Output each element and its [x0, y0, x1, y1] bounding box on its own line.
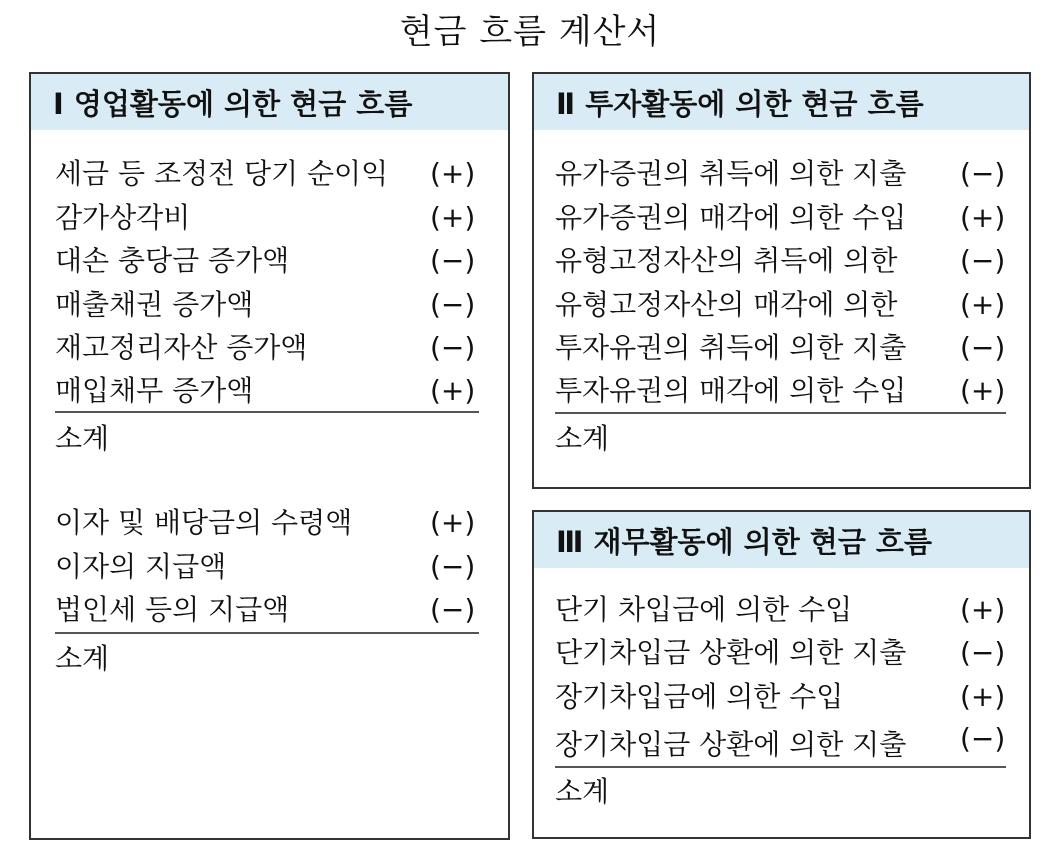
- sign-indicator: (+): [960, 288, 1006, 321]
- investing-activities-panel: [532, 72, 1031, 489]
- item-label: 단기 차입금에 의한 수입: [555, 593, 853, 626]
- subtotal-divider: [555, 412, 1006, 414]
- sign-indicator: (+): [960, 593, 1006, 626]
- sign-indicator: (−): [960, 722, 1006, 755]
- subtotal-label: 소계: [555, 775, 610, 808]
- sign-indicator: (−): [960, 157, 1006, 190]
- item-label: 법인세 등의 지급액: [55, 593, 290, 626]
- item-label: 단기차입금 상환에 의한 지출: [555, 636, 907, 669]
- sign-indicator: (+): [430, 157, 476, 190]
- item-label: 매출채권 증가액: [55, 288, 254, 321]
- subtotal-label: 소계: [55, 642, 110, 675]
- item-label: 유가증권의 매각에 의한 수입: [555, 201, 907, 234]
- item-label: 투자유권의 매각에 의한 수입: [555, 374, 907, 407]
- sign-indicator: (+): [430, 506, 476, 539]
- item-label: 장기차입금 상환에 의한 지출: [555, 728, 907, 761]
- sign-indicator: (−): [430, 288, 476, 321]
- sign-indicator: (−): [960, 331, 1006, 364]
- financing-activities-panel: [532, 510, 1031, 839]
- item-label: 재고정리자산 증가액: [55, 331, 308, 364]
- sign-indicator: (−): [430, 244, 476, 277]
- item-label: 매입채무 증가액: [55, 374, 254, 407]
- item-label: 투자유권의 취득에 의한 지출: [555, 331, 907, 364]
- item-label: 감가상각비: [55, 201, 191, 234]
- item-label: 대손 충당금 증가액: [55, 244, 290, 277]
- subtotal-label: 소계: [55, 422, 110, 455]
- item-label: 유형고정자산의 취득에 의한: [555, 244, 898, 277]
- sign-indicator: (−): [430, 550, 476, 583]
- operating-header: I 영업활동에 의한 현금 흐름: [31, 74, 508, 130]
- item-label: 세금 등 조정전 당기 순이익: [55, 157, 389, 190]
- sign-indicator: (−): [960, 636, 1006, 669]
- item-label: 유형고정자산의 매각에 의한: [555, 288, 898, 321]
- sign-indicator: (+): [430, 201, 476, 234]
- subtotal-divider: [555, 766, 1006, 768]
- sign-indicator: (+): [430, 374, 476, 407]
- subtotal-divider: [55, 411, 479, 413]
- page-title: 현금 흐름 계산서: [399, 12, 661, 52]
- sign-indicator: (+): [960, 680, 1006, 713]
- sign-indicator: (+): [960, 374, 1006, 407]
- item-label: 유가증권의 취득에 의한 지출: [555, 157, 907, 190]
- item-label: 장기차입금에 의한 수입: [555, 680, 844, 713]
- item-label: 이자의 지급액: [55, 550, 227, 583]
- sign-indicator: (−): [960, 244, 1006, 277]
- sign-indicator: (−): [430, 593, 476, 626]
- subtotal-label: 소계: [555, 422, 610, 455]
- item-label: 이자 및 배당금의 수령액: [55, 506, 353, 539]
- subtotal-divider: [55, 632, 479, 634]
- sign-indicator: (+): [960, 201, 1006, 234]
- operating-activities-panel: [29, 72, 510, 840]
- sign-indicator: (−): [430, 331, 476, 364]
- investing-header: Ⅱ 투자활동에 의한 현금 흐름: [534, 74, 1029, 130]
- financing-header: Ⅲ 재무활동에 의한 현금 흐름: [534, 512, 1029, 568]
